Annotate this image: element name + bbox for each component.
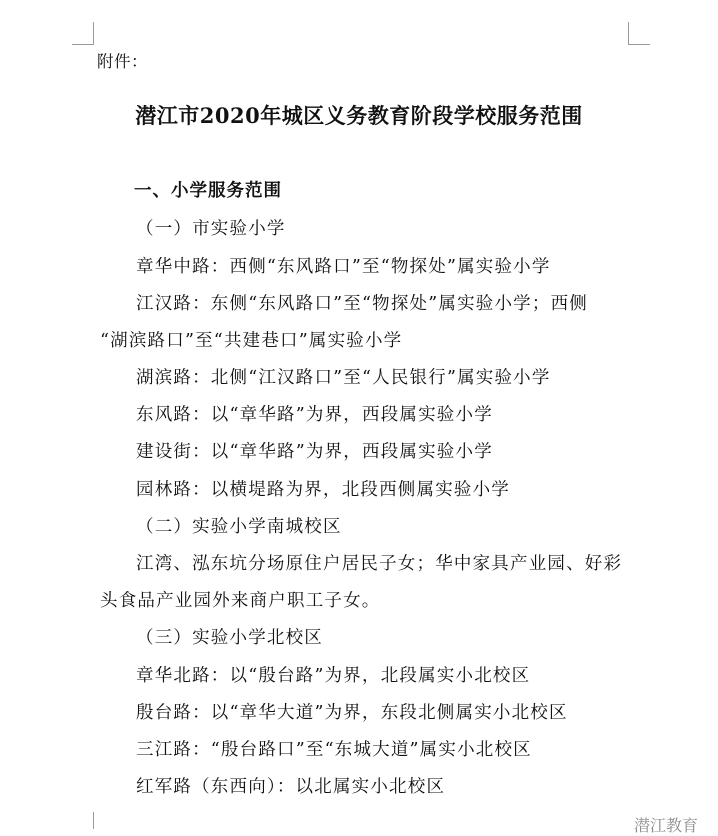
watermark: 潜江教育 — [633, 816, 698, 835]
body-line: 章华北路：以“殷台路”为界，北段属实小北校区 — [136, 666, 531, 686]
subsection-heading: （二）实验小学南城校区 — [136, 517, 342, 537]
crop-mark-top-left-horizontal — [72, 44, 94, 45]
crop-mark-top-right-vertical — [628, 22, 629, 45]
body-line: 章华中路：西侧“东风路口”至“物探处”属实验小学 — [136, 257, 551, 277]
section-heading: 一、小学服务范围 — [134, 181, 282, 201]
body-line: 殷台路：以“章华大道”为界，东段北侧属实小北校区 — [136, 703, 568, 723]
crop-mark-top-right-horizontal — [628, 44, 650, 45]
body-line: 湖滨路：北侧“江汉路口”至“人民银行”属实验小学 — [136, 368, 551, 388]
body-line-continuation: “湖滨路口”至“共建巷口”属实验小学 — [100, 331, 403, 351]
crop-mark-top-left-vertical — [93, 22, 94, 45]
body-line: 建设街：以“章华路”为界，西段属实验小学 — [136, 442, 493, 462]
body-line: 江湾、泓东坑分场原住户居民子女；华中家具产业园、好彩 — [136, 554, 623, 574]
body-line: 江汉路：东侧“东风路口”至“物探处”属实验小学；西侧 — [136, 294, 588, 314]
body-line-continuation: 头食品产业园外来商户职工子女。 — [100, 591, 381, 611]
body-line: 三江路：“殷台路口”至“东城大道”属实小北校区 — [136, 740, 532, 760]
body-line: 园林路：以横堤路为界，北段西侧属实验小学 — [136, 480, 510, 500]
document-title: 潜江市2020年城区义务教育阶段学校服务范围 — [135, 103, 583, 128]
crop-mark-bottom-left-vertical — [93, 812, 94, 829]
subsection-heading: （一）市实验小学 — [136, 219, 286, 239]
attachment-label: 附件： — [97, 52, 148, 71]
body-line: 东风路：以“章华路”为界，西段属实验小学 — [136, 405, 493, 425]
body-line: 红军路（东西向）：以北属实小北校区 — [136, 777, 446, 797]
subsection-heading: （三）实验小学北校区 — [136, 628, 323, 648]
